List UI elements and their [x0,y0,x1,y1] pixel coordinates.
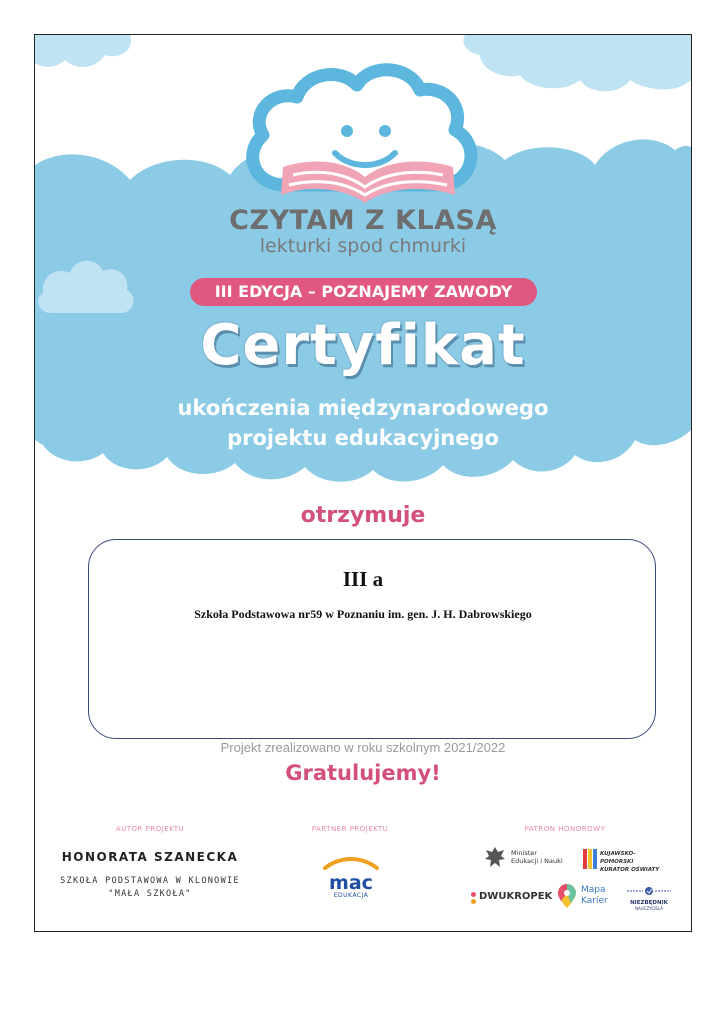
edition-badge: III EDYCJA – POZNAJEMY ZAWODY [190,278,537,306]
congratulations-text: Gratulujemy! [285,761,441,785]
kurator-flag-icon [583,849,597,869]
niezbednik-logo [623,881,675,911]
niezbednik-line2: NAUCZYCIELA [635,906,663,911]
niezbednik-line1: NIEZBĘDNIK [630,900,668,906]
recipient-class: III a [342,567,384,591]
mapa-karier-logo [557,883,617,911]
author-school-line2: "MAŁA SZKOŁA" [108,889,192,899]
patron-heading: PATRON HONOROWY [524,825,606,833]
cloud-top-left [35,35,131,67]
author-school [45,875,255,901]
author-name: HONORATA SZANECKA [61,850,239,864]
certificate-subtitle [35,393,691,453]
minister-logo [483,845,563,871]
certificate-title: Certyfikat [200,313,526,378]
logo-eye-right [379,125,391,137]
recipient-school: Szkoła Podstawowa nr59 w Poznaniu im. gen. J. H. Dabrowskiego [194,607,532,621]
mapa-line1: Mapa [581,885,606,895]
map-pin-icon [557,883,577,909]
author-heading: AUTOR PROJEKTU [115,825,185,833]
kurator-line2: KURATOR OŚWIATY [600,867,660,873]
certificate-subtitle-line1: ukończenia międzynarodowego [177,396,549,420]
logo-eye-left [341,125,353,137]
dwukropek-dot-icon [471,892,476,897]
partner-heading: PARTNER PROJEKTU [311,825,389,833]
certificate-page [34,34,692,932]
mapa-line2: Karier [581,896,608,906]
kurator-line1: KUJAWSKO-POMORSKI [600,851,636,865]
kurator-logo [583,847,663,871]
minister-line2: Edukacji i Nauki [511,857,563,865]
eagle-icon [483,845,507,871]
dwukropek-logo [471,891,551,907]
minister-line1: Minister [511,849,537,857]
author-school-line1: SZKOŁA PODSTAWOWA W KLONOWIE [60,876,240,886]
mac-logo-subtext: EDUKACJA [333,892,369,899]
brand-title: CZYTAM Z KLASĄ [229,205,497,236]
dwukropek-dot2-icon [471,899,476,904]
receives-label: otrzymuje [300,503,426,528]
niezbednik-check-icon [627,886,671,896]
school-year-text: Projekt zrealizowano w roku szkolnym 2021/2022 [220,740,506,755]
cloud-top-right [463,35,691,91]
dwukropek-text: DWUKROPEK [479,891,553,902]
mac-logo [315,855,387,899]
brand-subtitle: lekturki spod chmurki [259,235,467,257]
mac-arc-icon [321,856,381,870]
mac-logo-text: mac [329,872,373,894]
certificate-subtitle-line2: projektu edukacyjnego [227,426,499,450]
